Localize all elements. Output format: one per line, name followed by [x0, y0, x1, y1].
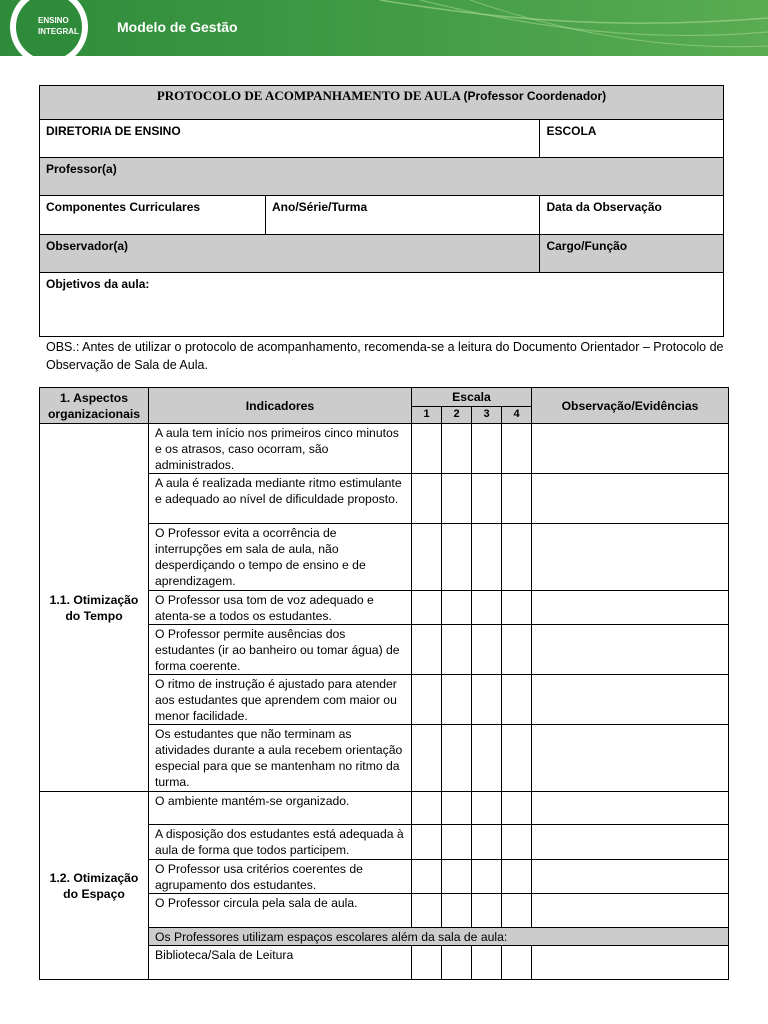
logo-text: ENSINO INTEGRAL — [38, 16, 79, 36]
scale-cell-4[interactable] — [502, 946, 532, 980]
protocol-title-cell — [40, 86, 724, 120]
indicator-text: O Professor usa tom de voz adequado e atenta-se a todos os estudantes. — [149, 591, 412, 625]
identification-table — [39, 85, 724, 337]
indicator-text: O Professor evita a ocorrência de interrupções em sala de aula, não desperdiçando o tempo de ensino e de aprendizagem. — [149, 524, 412, 591]
scale-cell-3[interactable] — [472, 792, 502, 825]
table-row — [40, 792, 729, 825]
scale-cell-2[interactable] — [442, 524, 472, 591]
scale-cell-3[interactable] — [472, 725, 502, 792]
scale-cell-2[interactable] — [442, 474, 472, 524]
evidence-cell[interactable] — [532, 524, 729, 591]
scale-cell-3[interactable] — [472, 591, 502, 625]
scale-2-header: 2 — [442, 407, 472, 424]
indicator-text: A disposição dos estudantes está adequada à aula de forma que todos participem. — [149, 825, 412, 860]
scale-cell-4[interactable] — [502, 792, 532, 825]
scale-cell-3[interactable] — [472, 946, 502, 980]
evidence-cell[interactable] — [532, 860, 729, 894]
scale-cell-2[interactable] — [442, 725, 472, 792]
scale-cell-3[interactable] — [472, 625, 502, 675]
indicator-text: Os estudantes que não terminam as atividades durante a aula recebem orientação especial para que se mantenham no ritmo da turma. — [149, 725, 412, 792]
scale-3-header: 3 — [472, 407, 502, 424]
scale-cell-3[interactable] — [472, 825, 502, 860]
objetivos-field[interactable]: Objetivos da aula: — [40, 273, 724, 337]
scale-cell-1[interactable] — [412, 474, 442, 524]
indicator-text: O ritmo de instrução é ajustado para atender aos estudantes que aprendem com maior ou menor facilidade. — [149, 675, 412, 725]
scale-cell-2[interactable] — [442, 424, 472, 474]
scale-cell-3[interactable] — [472, 424, 502, 474]
scale-cell-2[interactable] — [442, 825, 472, 860]
scale-cell-4[interactable] — [502, 524, 532, 591]
evidence-cell[interactable] — [532, 675, 729, 725]
table-row — [40, 424, 729, 474]
scale-cell-4[interactable] — [502, 725, 532, 792]
header-swoosh-decoration — [0, 0, 768, 56]
section-note: Os Professores utilizam espaços escolares além da sala de aula: — [149, 928, 729, 946]
evidence-cell[interactable] — [532, 424, 729, 474]
cargo-field[interactable]: Cargo/Função — [540, 235, 724, 273]
indicator-text: O Professor circula pela sala de aula. — [149, 894, 412, 928]
evidence-cell[interactable] — [532, 894, 729, 928]
indicators-header: Indicadores — [149, 388, 412, 424]
diretoria-field[interactable]: DIRETORIA DE ENSINO — [40, 120, 540, 158]
scale-cell-3[interactable] — [472, 675, 502, 725]
protocol-title: PROTOCOLO DE ACOMPANHAMENTO DE AULA — [156, 88, 461, 103]
scale-cell-3[interactable] — [472, 894, 502, 928]
scale-cell-4[interactable] — [502, 894, 532, 928]
indicator-text: O Professor usa critérios coerentes de agrupamento dos estudantes. — [149, 860, 412, 894]
scale-cell-3[interactable] — [472, 524, 502, 591]
scale-cell-2[interactable] — [442, 792, 472, 825]
page-header — [0, 0, 768, 56]
scale-cell-1[interactable] — [412, 860, 442, 894]
escola-field[interactable]: ESCOLA — [540, 120, 724, 158]
scale-cell-4[interactable] — [502, 675, 532, 725]
scale-cell-4[interactable] — [502, 625, 532, 675]
scale-cell-1[interactable] — [412, 825, 442, 860]
indicator-text: A aula é realizada mediante ritmo estimulante e adequado ao nível de dificuldade proposto. — [149, 474, 412, 524]
evidence-cell[interactable] — [532, 792, 729, 825]
scale-cell-2[interactable] — [442, 860, 472, 894]
observations-header: Observação/Evidências — [532, 388, 729, 424]
evidence-cell[interactable] — [532, 725, 729, 792]
evidence-cell[interactable] — [532, 946, 729, 980]
scale-cell-4[interactable] — [502, 591, 532, 625]
scale-cell-4[interactable] — [502, 860, 532, 894]
componentes-field[interactable]: Componentes Curriculares — [40, 196, 266, 235]
observador-field[interactable]: Observador(a) — [40, 235, 540, 273]
indicator-text: O ambiente mantém-se organizado. — [149, 792, 412, 825]
scale-4-header: 4 — [502, 407, 532, 424]
obs-note: OBS.: Antes de utilizar o protocolo de acompanhamento, recomenda-se a leitura do Documento Orientador – Protocolo de Observação de Sala de Aula. — [46, 340, 724, 372]
scale-cell-3[interactable] — [472, 474, 502, 524]
scale-cell-1[interactable] — [412, 946, 442, 980]
indicator-text: O Professor permite ausências dos estudantes (ir ao banheiro ou tomar água) de forma coerente. — [149, 625, 412, 675]
evidence-cell[interactable] — [532, 825, 729, 860]
ano-serie-field[interactable]: Ano/Série/Turma — [266, 196, 540, 235]
evidence-cell[interactable] — [532, 591, 729, 625]
evaluation-table — [39, 387, 729, 980]
indicator-text: Biblioteca/Sala de Leitura — [149, 946, 412, 980]
scale-cell-1[interactable] — [412, 591, 442, 625]
scale-header: Escala — [412, 388, 532, 407]
scale-cell-1[interactable] — [412, 625, 442, 675]
section-title: 1.2. Otimização do Espaço — [40, 792, 149, 980]
indicator-text: A aula tem início nos primeiros cinco minutos e os atrasos, caso ocorram, são administrados. — [149, 424, 412, 474]
scale-cell-1[interactable] — [412, 524, 442, 591]
evidence-cell[interactable] — [532, 474, 729, 524]
scale-cell-1[interactable] — [412, 424, 442, 474]
evidence-cell[interactable] — [532, 625, 729, 675]
scale-cell-1[interactable] — [412, 725, 442, 792]
scale-1-header: 1 — [412, 407, 442, 424]
scale-cell-2[interactable] — [442, 946, 472, 980]
scale-cell-4[interactable] — [502, 825, 532, 860]
section-title: 1.1. Otimização do Tempo — [40, 424, 149, 792]
professor-field[interactable]: Professor(a) — [40, 158, 724, 196]
data-observacao-field[interactable]: Data da Observação — [540, 196, 724, 235]
scale-cell-2[interactable] — [442, 625, 472, 675]
scale-cell-2[interactable] — [442, 894, 472, 928]
scale-cell-2[interactable] — [442, 591, 472, 625]
aspects-header: 1. Aspectos organizacionais — [40, 388, 149, 424]
scale-cell-3[interactable] — [472, 860, 502, 894]
scale-cell-1[interactable] — [412, 675, 442, 725]
scale-cell-1[interactable] — [412, 792, 442, 825]
scale-cell-4[interactable] — [502, 474, 532, 524]
protocol-subtitle: (Professor Coordenador) — [463, 89, 607, 103]
scale-cell-1[interactable] — [412, 894, 442, 928]
header-title: Modelo de Gestão — [117, 19, 238, 35]
scale-cell-4[interactable] — [502, 424, 532, 474]
scale-cell-2[interactable] — [442, 675, 472, 725]
